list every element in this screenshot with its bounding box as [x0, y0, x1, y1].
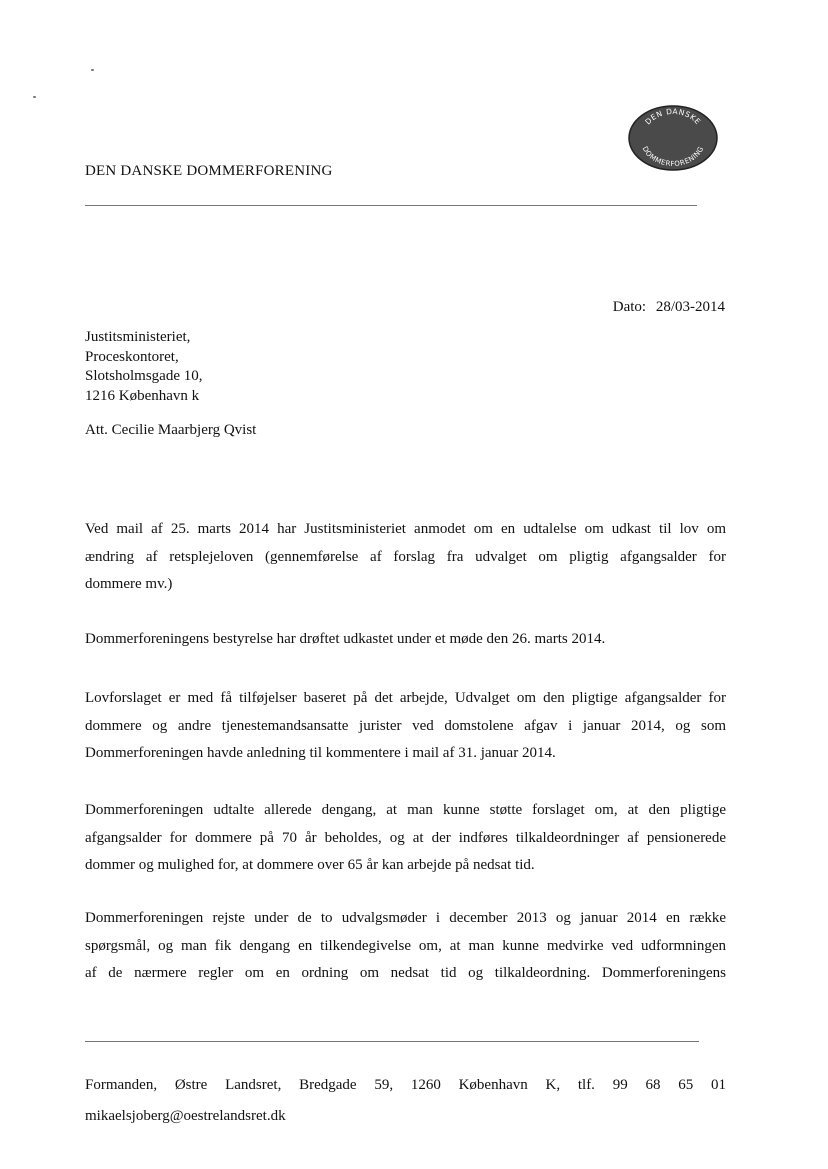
paragraph-line: af de nærmere regler om en ordning om nedsat tid og tilkaldeordning. Dommerforeningens [85, 965, 726, 981]
paragraph-line: dommere og andre tjenestemandsansatte jurister ved domstolene afgav i januar 2014, og som [85, 717, 726, 734]
paragraph-line: dommere mv.) [85, 576, 173, 592]
svg-text:DOMMERFORENING: DOMMERFORENING [640, 145, 706, 169]
footer-contact-line: Formanden, Østre Landsret, Bredgade 59, 1260 København K, tlf. 99 68 65 01 [85, 1077, 726, 1093]
paragraph-line: dommer og mulighed for, at dommere over 65 år kan arbejde på nedsat tid. [85, 857, 535, 873]
paragraph-line: Ved mail af 25. marts 2014 har Justitsministeriet anmodet om en udtalelse om udkast til lov om [85, 521, 726, 537]
scan-speck [33, 96, 36, 98]
body-paragraph [85, 905, 726, 988]
date-value: 28/03-2014 [655, 299, 725, 315]
address-line: Slotsholmsgade 10, [85, 368, 203, 384]
footer-rule [85, 1041, 699, 1042]
recipient-address [85, 328, 203, 406]
paragraph-line: Dommerforeningens bestyrelse har drøftet udkastet under et møde den 26. marts 2014. [85, 631, 606, 647]
body-paragraph [85, 516, 726, 599]
paragraph-line: Dommerforeningen rejste under de to udvalgsmøder i december 2013 og januar 2014 en række [85, 910, 726, 926]
scan-speck [91, 69, 94, 71]
date-line [613, 299, 725, 316]
paragraph-line: Dommerforeningen havde anledning til kommentere i mail af 31. januar 2014. [85, 745, 556, 761]
attention-line: Att. Cecilie Maarbjerg Qvist [85, 422, 257, 438]
date-label: Dato: [612, 299, 647, 315]
body-paragraph [85, 626, 726, 654]
organization-name: DEN DANSKE DOMMERFORENING [85, 163, 333, 179]
svg-text:DEN DANSKE: DEN DANSKE [643, 106, 703, 127]
paragraph-line: Lovforslaget er med få tilføjelser baseret på det arbejde, Udvalget om den pligtige afgangsalder for [85, 690, 726, 706]
paragraph-line: ændring af retsplejeloven (gennemførelse af forslag fra udvalget om pligtig afgangsalder for [85, 548, 726, 565]
body-paragraph [85, 797, 726, 880]
paragraph-line: afgangsalder for dommere på 70 år beholdes, og at der indføres tilkaldeordninger af pensionerede [85, 829, 726, 846]
address-line: Justitsministeriet, [85, 329, 191, 345]
organization-seal-logo [627, 104, 719, 172]
paragraph-line: Dommerforeningen udtalte allerede dengang, at man kunne støtte forslaget om, at den pligtige [85, 802, 726, 818]
address-line: 1216 København k [85, 387, 200, 404]
header-rule [85, 205, 697, 206]
footer-email: mikaelsjoberg@oestrelandsret.dk [85, 1108, 286, 1124]
paragraph-line: spørgsmål, og man fik dengang en tilkendegivelse om, at man kunne medvirke ved udformningen [85, 937, 726, 954]
body-paragraph [85, 685, 726, 768]
address-line: Proceskontoret, [85, 348, 179, 365]
